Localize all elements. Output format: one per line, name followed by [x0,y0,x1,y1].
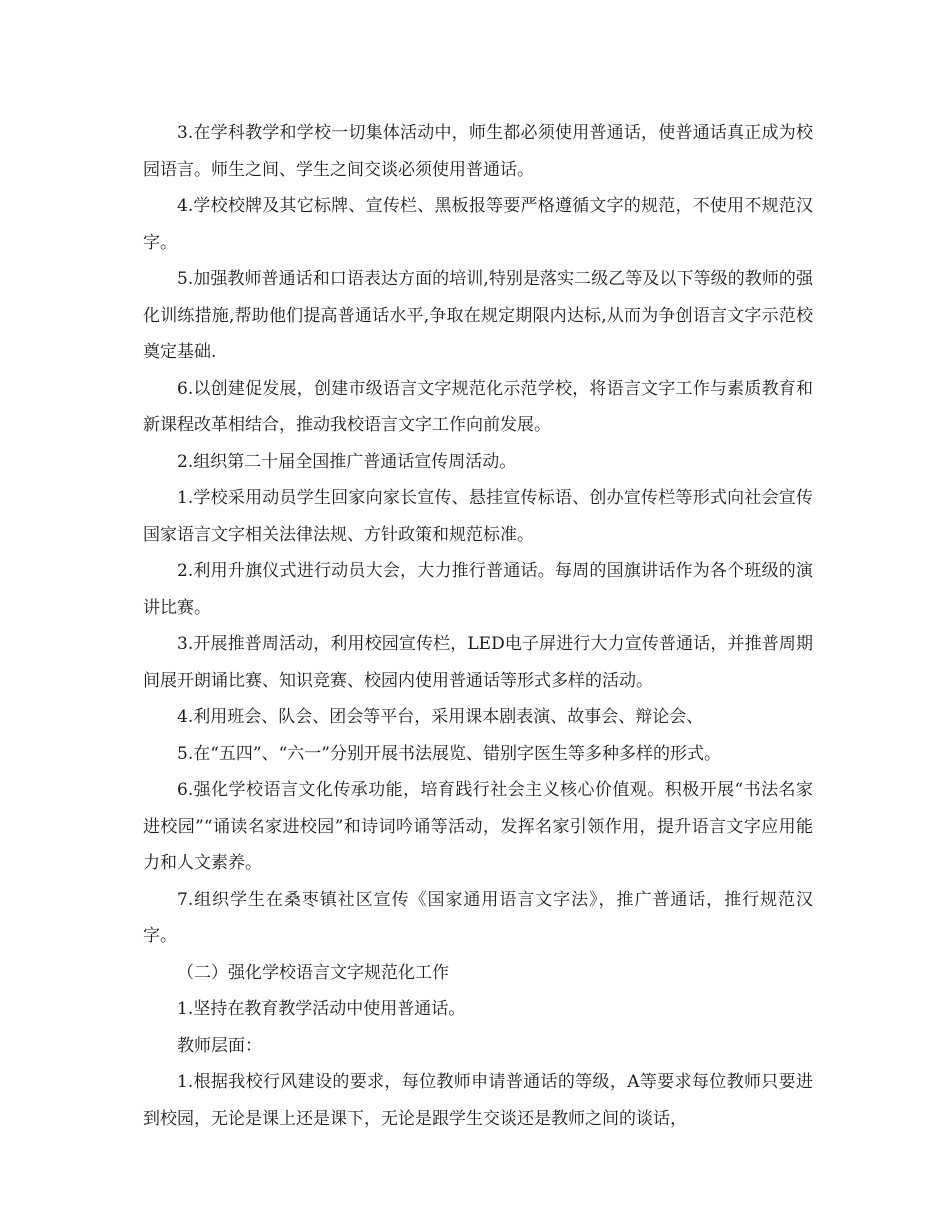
paragraph: 4.利用班会、队会、团会等平台，采用课本剧表演、故事会、辩论会、 [177,707,704,727]
section-heading: （二）强化学校语言文字规范化工作 [177,962,449,983]
document-body [143,115,813,1137]
paragraph: 2.组织第二十届全国推广普通话宣传周活动。 [177,451,517,472]
paragraph: 4.学校校牌及其它标牌、宣传栏、黑板报等要严格遵循文字的规范，不使用不规范汉字。 [143,196,813,253]
paragraph: 1.根据我校行风建设的要求，每位教师申请普通话的等级，A等要求每位教师只要进到校园，无论是课上还是课下，无论是跟学生交谈还是教师之间的谈话， [143,1072,813,1129]
paragraph: 1.坚持在教育教学活动中使用普通话。 [177,999,466,1019]
paragraph: 5.加强教师普通话和口语表达方面的培训,特别是落实二级乙等及以下等级的教师的强化训练措施,帮助他们提高普通话水平,争取在规定期限内达标,从而为争创语言文字示范校奠定基础. [143,269,813,362]
paragraph: 3.在学科教学和学校一切集体活动中，师生都必须使用普通话，使普通话真正成为校园语言。师生之间、学生之间交谈必须使用普通话。 [143,123,813,180]
paragraph: 7.组织学生在桑枣镇社区宣传《国家通用语言文字法》，推广普通话，推行规范汉字。 [143,889,813,946]
paragraph: 6.以创建促发展，创建市级语言文字规范化示范学校，将语言文字工作与素质教育和新课程改革相结合，推动我校语言文字工作向前发展。 [143,378,813,435]
paragraph: 5.在“五四”、“六一”分别开展书法展览、错别字医生等多种多样的形式。 [177,743,721,764]
paragraph: 6.强化学校语言文化传承功能，培育践行社会主义核心价值观。积极开展“书法名家进校园”“诵读名家进校园”和诗词吟诵等活动，发挥名家引领作用，提升语言文字应用能力和人文素养。 [143,780,813,873]
paragraph: 3.开展推普周活动，利用校园宣传栏，LED电子屏进行大力宣传普通话，并推普周期间展开朗诵比赛、知识竞赛、校园内使用普通话等形式多样的活动。 [143,634,813,691]
paragraph: 1.学校采用动员学生回家向家长宣传、悬挂宣传标语、创办宣传栏等形式向社会宣传国家语言文字相关法律法规、方针政策和规范标准。 [143,488,813,545]
subsection-label: 教师层面： [177,1035,262,1056]
paragraph: 2.利用升旗仪式进行动员大会，大力推行普通话。每周的国旗讲话作为各个班级的演讲比赛。 [143,561,813,618]
